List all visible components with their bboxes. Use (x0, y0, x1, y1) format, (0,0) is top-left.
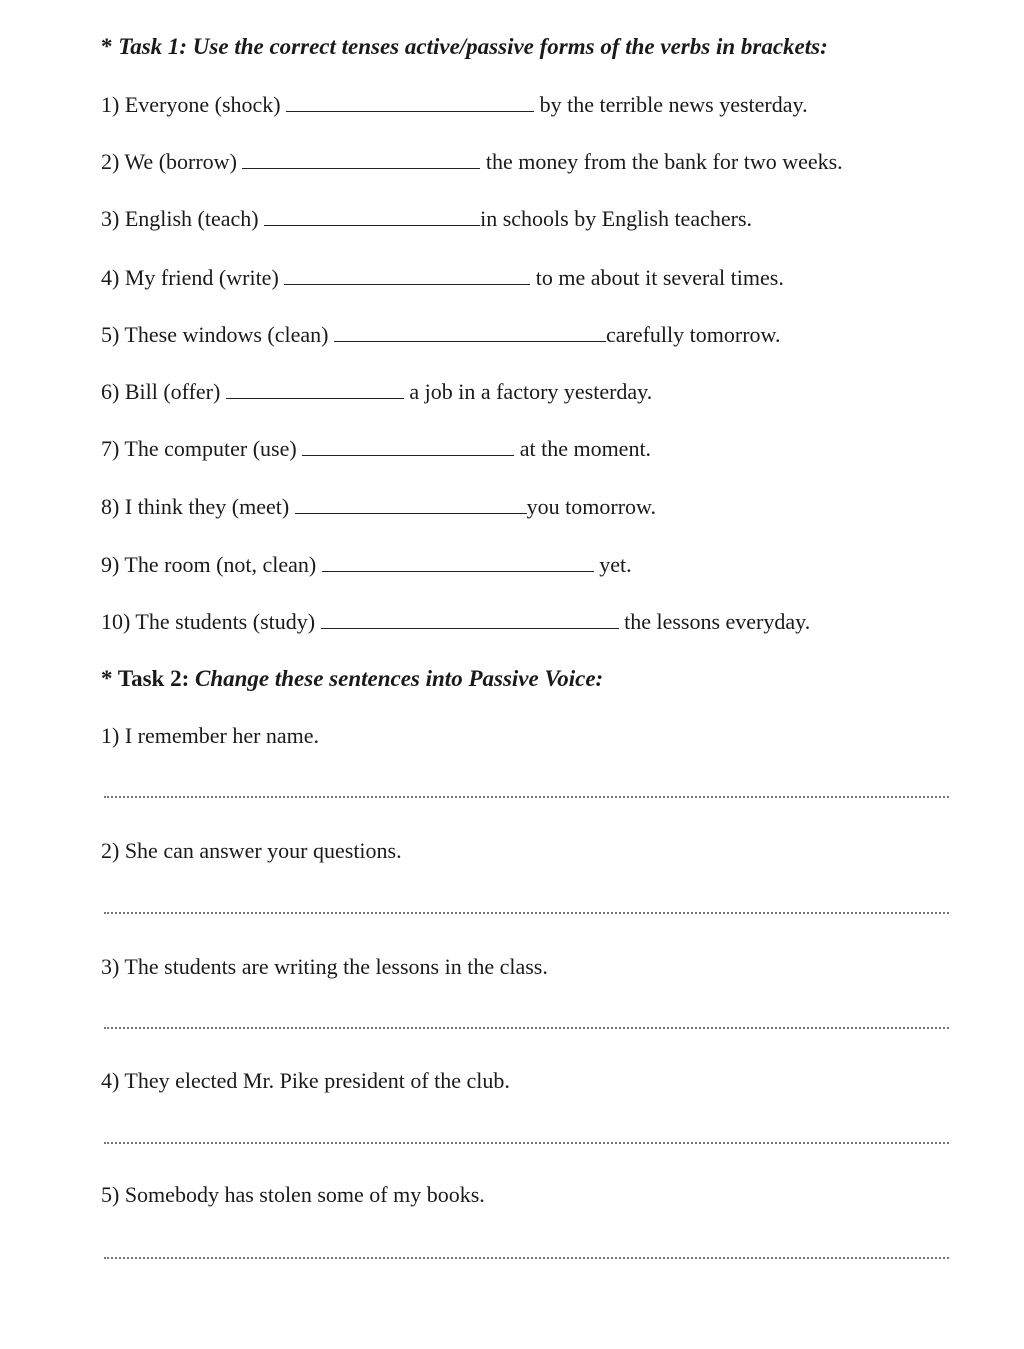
item-prompt: 5) These windows (clean) (101, 322, 334, 347)
task2-item-4: 4) They elected Mr. Pike president of the club. (101, 1068, 510, 1093)
answer-dotted-line[interactable] (104, 912, 949, 914)
task1-item-3 (101, 206, 752, 232)
item-prompt: 8) I think they (meet) (101, 494, 295, 519)
item-continuation: yet. (593, 552, 632, 577)
task1-item-8 (101, 494, 656, 520)
task1-star: * (101, 34, 113, 59)
task2-item-1: 1) I remember her name. (101, 723, 320, 748)
task1-item-4 (101, 265, 784, 291)
item-continuation: the lessons everyday. (618, 609, 811, 634)
task1-item-10 (101, 609, 810, 635)
item-prompt: 3) English (teach) (101, 206, 265, 231)
answer-blank[interactable] (286, 93, 534, 112)
answer-blank[interactable] (264, 207, 480, 226)
answer-blank[interactable] (302, 437, 514, 456)
task1-item-7 (101, 436, 651, 462)
item-continuation: you tomorrow. (526, 494, 657, 519)
task2-star: * (101, 666, 113, 691)
task1-item-6 (101, 379, 652, 405)
answer-blank[interactable] (321, 610, 619, 629)
answer-blank[interactable] (242, 150, 480, 169)
item-prompt: 7) The computer (use) (101, 436, 303, 461)
item-continuation: a job in a factory yesterday. (403, 379, 653, 404)
item-continuation: carefully tomorrow. (605, 322, 781, 347)
task2-item-3: 3) The students are writing the lessons in the class. (101, 954, 548, 979)
task1-item-9 (101, 552, 632, 578)
item-prompt: 1) Everyone (shock) (101, 92, 287, 117)
task1-heading (101, 34, 828, 60)
item-prompt: 9) The room (not, clean) (101, 552, 322, 577)
answer-blank[interactable] (322, 553, 594, 572)
item-continuation: to me about it several times. (530, 265, 784, 290)
task2-heading (101, 666, 603, 692)
answer-blank[interactable] (295, 495, 527, 514)
task2-item-2: 2) She can answer your questions. (101, 838, 402, 863)
answer-dotted-line[interactable] (104, 1257, 949, 1259)
answer-blank[interactable] (334, 323, 606, 342)
item-continuation: in schools by English teachers. (480, 206, 753, 231)
item-continuation: the money from the bank for two weeks. (480, 149, 843, 174)
item-prompt: 10) The students (study) (101, 609, 321, 634)
answer-blank[interactable] (226, 380, 404, 399)
item-prompt: 6) Bill (offer) (101, 379, 226, 404)
answer-dotted-line[interactable] (104, 1142, 949, 1144)
task1-item-2 (101, 149, 843, 175)
task2-item-5: 5) Somebody has stolen some of my books. (101, 1182, 485, 1207)
item-prompt: 2) We (borrow) (101, 149, 243, 174)
task1-title: Task 1: Use the correct tenses active/passive forms of the verbs in brackets: (118, 34, 828, 59)
task1-item-5 (101, 322, 780, 348)
answer-blank[interactable] (284, 266, 530, 285)
item-prompt: 4) My friend (write) (101, 265, 285, 290)
task1-item-1 (101, 92, 808, 118)
item-continuation: by the terrible news yesterday. (534, 92, 808, 117)
answer-dotted-line[interactable] (104, 1027, 949, 1029)
answer-dotted-line[interactable] (104, 796, 949, 798)
task2-label: Task 2: (117, 666, 190, 691)
item-continuation: at the moment. (514, 436, 652, 461)
task2-title: Change these sentences into Passive Voice: (194, 666, 604, 691)
